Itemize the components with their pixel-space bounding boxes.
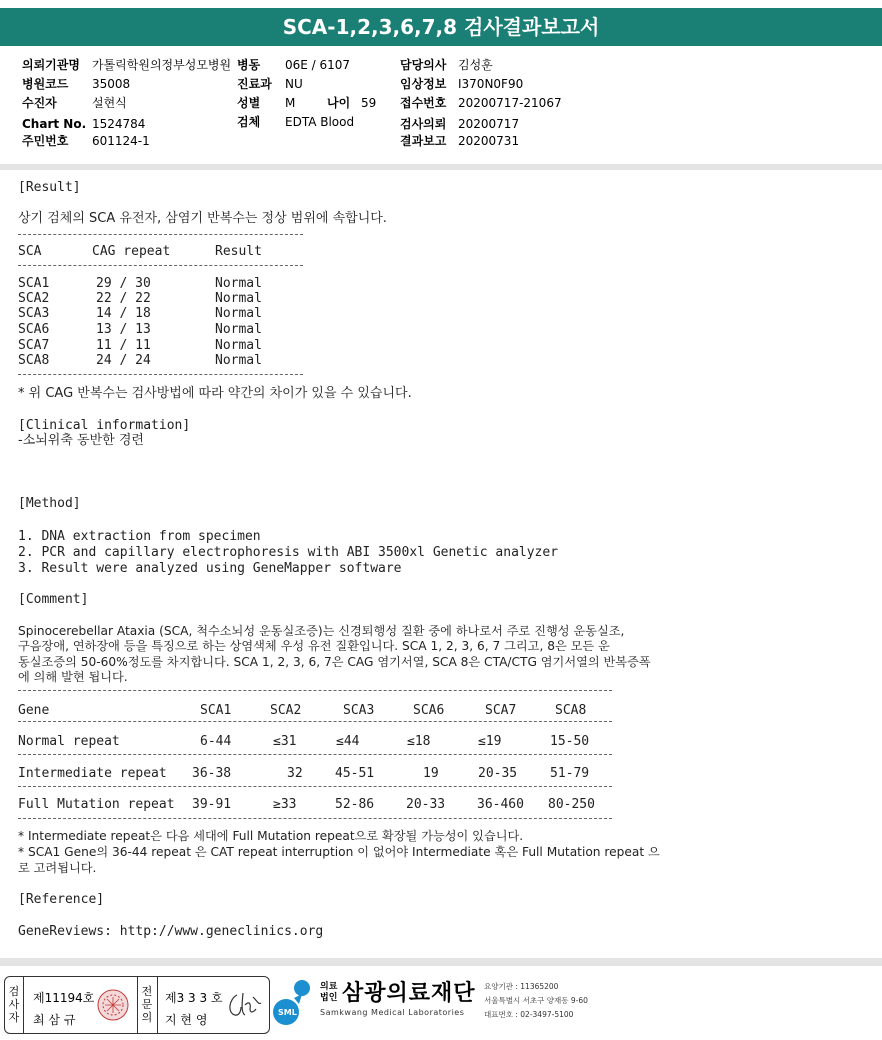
header-hospital-code: 병원코드 35008 bbox=[22, 77, 131, 91]
seal-stamp-icon bbox=[95, 987, 131, 1023]
gene-row-label: Full Mutation repeat bbox=[18, 797, 175, 812]
gene-table-row-line bbox=[18, 786, 612, 787]
method-line: 3. Result were analyzed using GeneMapper software bbox=[18, 561, 402, 576]
examiner-vertical-label: 검 사 자 bbox=[8, 985, 20, 1024]
comment-heading: [Comment] bbox=[18, 592, 89, 607]
gene-cell: 51-79 bbox=[550, 766, 590, 781]
comment-note: * SCA1 Gene의 36-44 repeat 은 CAT repeat interruption 이 없어야 Intermediate 혹은 Full Mutation repeat 으 bbox=[18, 845, 660, 859]
result-row-sca: SCA8 bbox=[18, 353, 50, 368]
gene-row-label: Normal repeat bbox=[18, 734, 120, 749]
reference-text: GeneReviews: http://www.geneclinics.org bbox=[18, 924, 324, 939]
gene-cell: 36-38 bbox=[192, 766, 232, 781]
gene-col-sca2: SCA2 bbox=[270, 703, 302, 718]
org-english-name: Samkwang Medical Laboratories bbox=[320, 1008, 465, 1017]
method-heading: [Method] bbox=[18, 496, 81, 511]
examiner-license-no: 제11194호 bbox=[33, 991, 95, 1005]
header-patient: 수진자 설현식 bbox=[22, 96, 127, 110]
clinical-text: -소뇌위축 동반한 경련 bbox=[18, 433, 144, 448]
gene-table-bottom-line bbox=[18, 818, 612, 819]
gene-cell: 80-250 bbox=[548, 797, 595, 812]
examiner-name: 최 삼 규 bbox=[33, 1013, 76, 1027]
divider bbox=[137, 977, 138, 1033]
specialist-name: 지 현 영 bbox=[165, 1013, 208, 1027]
gene-cell: 19 bbox=[423, 766, 439, 781]
header-divider bbox=[0, 164, 882, 170]
specialist-vertical-label: 전 문 의 bbox=[141, 985, 153, 1024]
gene-col-gene: Gene bbox=[18, 703, 50, 718]
header-doctor: 담당의사 김성훈 bbox=[400, 58, 493, 72]
header-referring-institution: 의뢰기관명 가톨릭학원의정부성모병원 bbox=[22, 58, 232, 72]
gene-cell: 15-50 bbox=[550, 734, 590, 749]
result-row-result: Normal bbox=[215, 322, 262, 337]
gene-col-sca3: SCA3 bbox=[343, 703, 375, 718]
header-ward: 병동 06E / 6107 bbox=[237, 58, 351, 72]
gene-table-row-line bbox=[18, 754, 612, 755]
gene-row-label: Intermediate repeat bbox=[18, 766, 167, 781]
reference-heading: [Reference] bbox=[18, 892, 105, 907]
comment-line: 에 의해 발현 됩니다. bbox=[18, 670, 128, 684]
result-row-sca: SCA3 bbox=[18, 306, 50, 321]
gene-cell: 52-86 bbox=[335, 797, 375, 812]
result-note: * 위 CAG 반복수는 검사방법에 따라 약간의 차이가 있을 수 있습니다. bbox=[18, 386, 412, 401]
signature-box bbox=[4, 976, 270, 1034]
result-row-cag: 24 / 24 bbox=[96, 353, 151, 368]
result-row-result: Normal bbox=[215, 338, 262, 353]
header-sex: 성별 M 나이 59 bbox=[237, 96, 377, 110]
result-summary: 상기 검체의 SCA 유전자, 삼염기 반복수는 정상 범위에 속합니다. bbox=[18, 211, 387, 226]
gene-cell: ≤19 bbox=[478, 734, 502, 749]
result-col-sca: SCA bbox=[18, 244, 42, 259]
result-row-result: Normal bbox=[215, 353, 262, 368]
comment-line: 구음장애, 연하장애 등을 특징으로 하는 상염색체 우성 유전 질환입니다. SCA 1, 2, 3, 6, 7 그리고, 8은 모든 운 bbox=[18, 639, 610, 653]
divider bbox=[23, 977, 24, 1033]
result-row-cag: 29 / 30 bbox=[96, 276, 151, 291]
signature-icon bbox=[223, 987, 265, 1023]
result-row-sca: SCA2 bbox=[18, 291, 50, 306]
header-chart-no: Chart No. 1524784 bbox=[22, 117, 146, 131]
header-department: 진료과 NU bbox=[237, 77, 303, 91]
result-row-sca: SCA6 bbox=[18, 322, 50, 337]
gene-col-sca6: SCA6 bbox=[413, 703, 445, 718]
specialist-license-no: 제3 3 3 호 bbox=[165, 991, 223, 1005]
comment-line: Spinocerebellar Ataxia (SCA, 척수소뇌성 운동실조증)는 신경퇴행성 질환 중에 하나로서 주로 진행성 운동실조, bbox=[18, 624, 625, 638]
result-col-cag: CAG repeat bbox=[92, 244, 171, 259]
footer-divider bbox=[0, 958, 882, 966]
gene-cell: 6-44 bbox=[200, 734, 232, 749]
result-row-result: Normal bbox=[215, 276, 262, 291]
result-row-cag: 13 / 13 bbox=[96, 322, 151, 337]
result-table-top-line bbox=[18, 234, 303, 235]
gene-cell: ≤18 bbox=[407, 734, 431, 749]
org-name: 삼광의료재단 bbox=[342, 981, 476, 1006]
gene-cell: ≥33 bbox=[273, 797, 297, 812]
result-table-bottom-line bbox=[18, 374, 303, 375]
result-col-result: Result bbox=[215, 244, 262, 259]
result-row-result: Normal bbox=[215, 306, 262, 321]
gene-cell: 45-51 bbox=[335, 766, 375, 781]
gene-col-sca7: SCA7 bbox=[485, 703, 517, 718]
result-row-sca: SCA7 bbox=[18, 338, 50, 353]
gene-cell: 39-91 bbox=[192, 797, 232, 812]
header-receipt-no: 접수번호 20200717-21067 bbox=[400, 96, 562, 110]
logo-text: SML bbox=[278, 1008, 297, 1017]
gene-cell: 20-33 bbox=[406, 797, 446, 812]
result-heading: [Result] bbox=[18, 180, 81, 195]
result-row-cag: 14 / 18 bbox=[96, 306, 151, 321]
header-clinical-info: 임상정보 I370N0F90 bbox=[400, 77, 524, 91]
header-request-date: 검사의뢰 20200717 bbox=[400, 117, 520, 131]
method-line: 1. DNA extraction from specimen bbox=[18, 529, 261, 544]
gene-table-top-line bbox=[18, 690, 612, 691]
header-age-label: 나이 bbox=[327, 96, 351, 110]
result-row-cag: 11 / 11 bbox=[96, 338, 151, 353]
sml-logo-icon bbox=[272, 978, 318, 1026]
gene-col-sca8: SCA8 bbox=[555, 703, 587, 718]
gene-table-header-line bbox=[18, 721, 612, 722]
result-row-sca: SCA1 bbox=[18, 276, 50, 291]
divider bbox=[157, 977, 158, 1033]
header-resident-no: 주민번호 601124-1 bbox=[22, 134, 150, 148]
gene-cell: 36-460 bbox=[477, 797, 524, 812]
method-line: 2. PCR and capillary electrophoresis with ABI 3500xl Genetic analyzer bbox=[18, 545, 559, 560]
footer bbox=[0, 968, 882, 1040]
header-age-value: 59 bbox=[361, 96, 377, 110]
gene-cell: 32 bbox=[287, 766, 303, 781]
org-info: 요양기관 : 11365200 서울특별시 서초구 양재동 9-60 대표번호 : 02-3497-5100 bbox=[484, 982, 588, 1019]
gene-col-sca1: SCA1 bbox=[200, 703, 232, 718]
comment-line: 동실조증의 50-60%정도를 차지합니다. SCA 1, 2, 3, 6, 7은 CAG 염기서열, SCA 8은 CTA/CTG 염기서열의 반복증폭 bbox=[18, 655, 651, 669]
gene-cell: 20-35 bbox=[478, 766, 518, 781]
header-report-date: 결과보고 20200731 bbox=[400, 134, 520, 148]
clinical-heading: [Clinical information] bbox=[18, 418, 191, 433]
gene-cell: ≤44 bbox=[336, 734, 360, 749]
result-table-header-line bbox=[18, 265, 303, 266]
comment-note: 로 고려됩니다. bbox=[18, 861, 97, 875]
comment-note: * Intermediate repeat은 다음 세대에 Full Mutation repeat으로 확장될 가능성이 있습니다. bbox=[18, 829, 524, 843]
gene-cell: ≤31 bbox=[273, 734, 297, 749]
org-prefix: 의료 법인 bbox=[320, 982, 338, 1003]
header-specimen: 검체 EDTA Blood bbox=[237, 115, 355, 129]
result-row-result: Normal bbox=[215, 291, 262, 306]
result-row-cag: 22 / 22 bbox=[96, 291, 151, 306]
report-title: SCA-1,2,3,6,7,8 검사결과보고서 bbox=[0, 8, 882, 46]
